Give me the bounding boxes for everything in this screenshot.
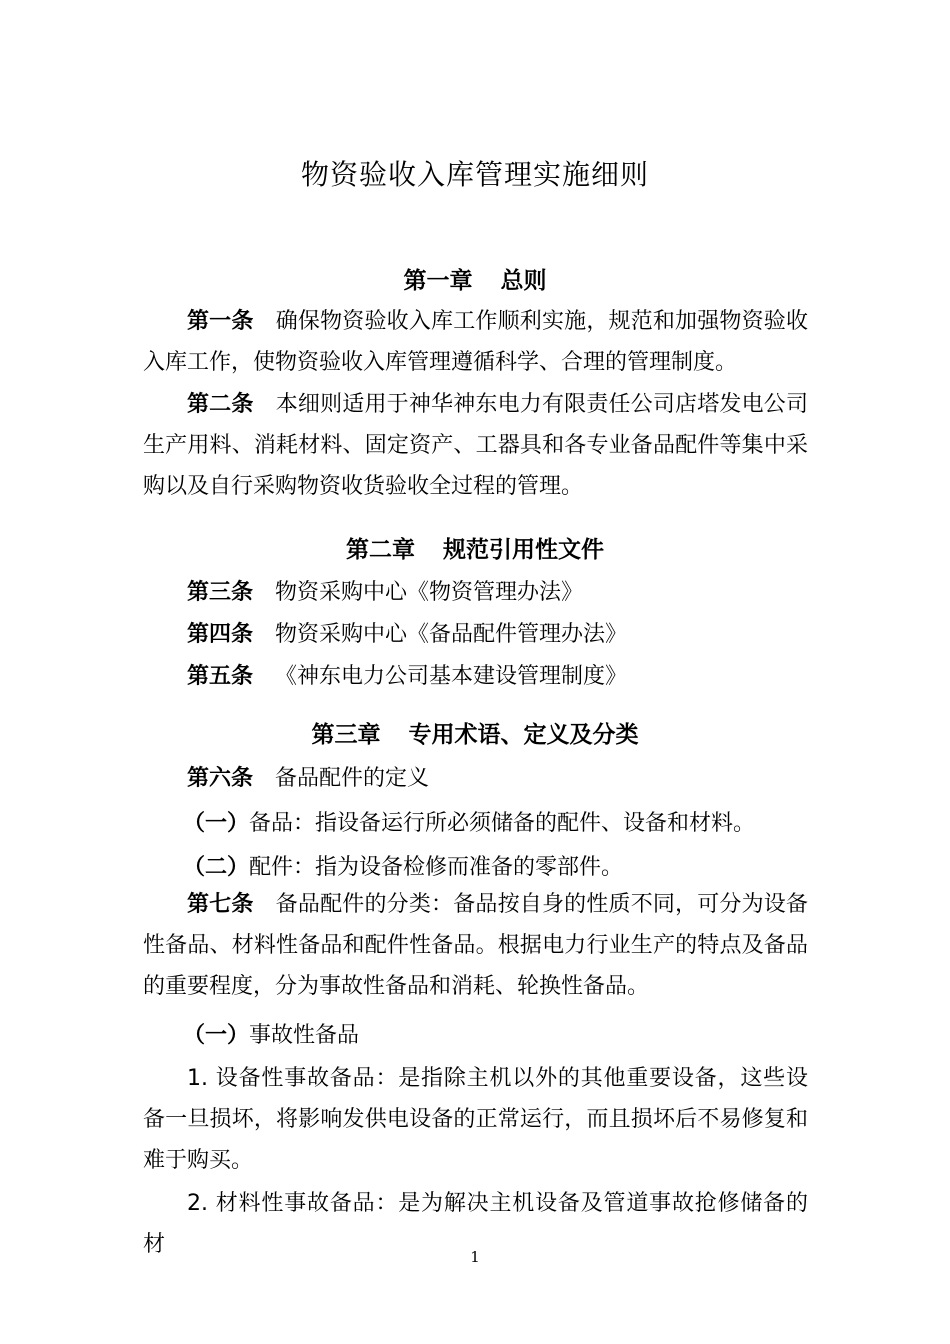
article-2-label: 第二条 (187, 392, 254, 417)
chapter-1-name: 总则 (500, 268, 547, 294)
item-2-text: 配件：指为设备检修而准备的零部件。 (249, 855, 624, 880)
article-6-label: 第六条 (187, 766, 254, 791)
article-7 (143, 884, 808, 1007)
page-number: 1 (470, 1248, 480, 1266)
article-4-text: 物资采购中心《备品配件管理办法》 (275, 622, 628, 647)
article-3-label: 第三条 (187, 580, 254, 605)
article-1 (143, 301, 808, 383)
chapter-1-number: 第一章 (403, 268, 473, 294)
article-2-text: 本细则适用于神华神东电力有限责任公司店塔发电公司生产用料、消耗材料、固定资产、工器具和各专业备品配件等集中采购以及自行采购物资收货验收全过程的管理。 (143, 392, 808, 499)
chapter-3-heading (0, 716, 950, 749)
article-7-text: 备品配件的分类：备品按自身的性质不同，可分为设备性备品、材料性备品和配件性备品。根据电力行业生产的特点及备品的重要程度，分为事故性备品和消耗、轮换性备品。 (143, 892, 808, 999)
article-4 (187, 617, 627, 648)
article-6 (187, 761, 429, 792)
article-5-label: 第五条 (187, 664, 254, 689)
article-7-label: 第七条 (187, 892, 254, 917)
article-5-text: 《神东电力公司基本建设管理制度》 (275, 664, 628, 689)
chapter-3-number: 第三章 (311, 722, 381, 748)
item-accident-spares (183, 1018, 359, 1049)
chapter-1-heading (0, 262, 950, 295)
article-2 (143, 384, 808, 507)
item-part-definition (183, 850, 623, 881)
item-2-label: （二） (183, 855, 250, 880)
document-title: 物资验收入库管理实施细则 (300, 158, 649, 191)
item-3-label: （一） (183, 1023, 250, 1048)
article-3 (187, 575, 583, 606)
article-4-label: 第四条 (187, 622, 254, 647)
chapter-3-name: 专用术语、定义及分类 (408, 722, 639, 748)
item-1-label: （一） (183, 811, 250, 836)
article-6-text: 备品配件的定义 (275, 766, 430, 791)
article-5 (187, 659, 627, 690)
chapter-2-number: 第二章 (346, 537, 415, 563)
paragraph-material-spares: 2. 材料性事故备品：是为解决主机设备及管道事故抢修储备的材 (143, 1191, 808, 1257)
article-1-label: 第一条 (187, 309, 254, 334)
chapter-2-name: 规范引用性文件 (443, 537, 604, 563)
item-1-text: 备品：指设备运行所必须储备的配件、设备和材料。 (249, 811, 756, 836)
item-3-text: 事故性备品 (249, 1023, 360, 1048)
chapter-2-heading (0, 531, 950, 564)
article-1-text: 确保物资验收入库工作顺利实施，规范和加强物资验收入库工作，使物资验收入库管理遵循科学、合理的管理制度。 (143, 309, 808, 375)
paragraph-equipment-spares: 1. 设备性事故备品：是指除主机以外的其他重要设备，这些设备一旦损坏，将影响发供电设备的正常运行，而且损坏后不易修复和难于购买。 (143, 1066, 808, 1173)
article-3-text: 物资采购中心《物资管理办法》 (275, 580, 584, 605)
item-spare-definition (183, 806, 755, 837)
